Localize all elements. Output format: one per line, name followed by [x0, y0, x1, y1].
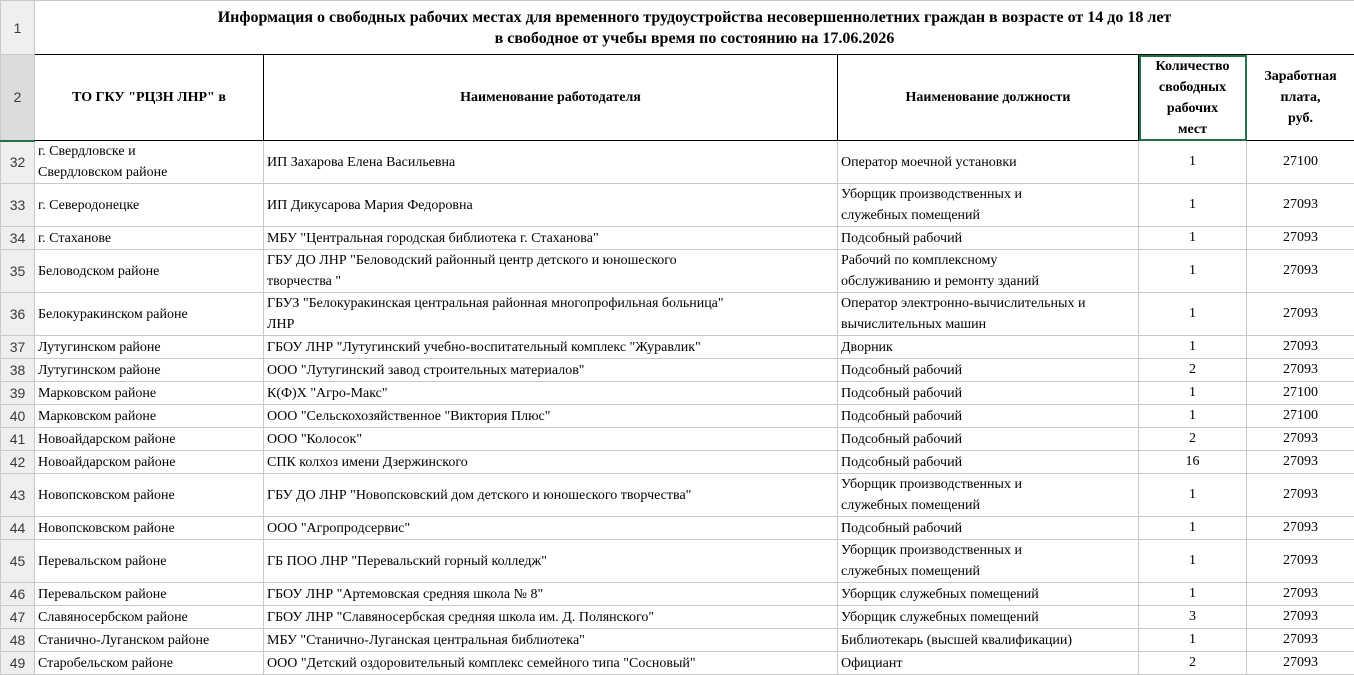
- position-cell[interactable]: [838, 652, 1139, 675]
- position-cell-line: Уборщик производственных и: [841, 184, 1135, 205]
- position-cell-line: служебных помещений: [841, 205, 1135, 226]
- office-cell[interactable]: [35, 336, 264, 359]
- position-cell-line: Подсобный рабочий: [841, 360, 1135, 381]
- table-row: [1, 293, 1354, 336]
- office-cell[interactable]: [35, 629, 264, 652]
- employer-cell[interactable]: [264, 250, 838, 293]
- table-row: [1, 250, 1354, 293]
- office-cell-line: Славяносербском районе: [38, 607, 260, 628]
- count-cell[interactable]: 1: [1139, 405, 1247, 428]
- employer-cell[interactable]: [264, 227, 838, 250]
- employer-cell[interactable]: [264, 293, 838, 336]
- count-cell[interactable]: 1: [1139, 293, 1247, 336]
- count-cell[interactable]: 3: [1139, 606, 1247, 629]
- row-header[interactable]: 2: [1, 55, 35, 141]
- row-header[interactable]: 35: [1, 250, 35, 293]
- employer-cell-line: ООО "Детский оздоровительный комплекс семейного типа "Сосновый": [267, 653, 834, 674]
- office-cell-line: Новоайдарском районе: [38, 452, 260, 473]
- count-cell[interactable]: 1: [1139, 517, 1247, 540]
- position-cell-line: Уборщик служебных помещений: [841, 584, 1135, 605]
- report-title-line2: в свободное от учебы время по состоянию на 17.06.2026: [38, 28, 1351, 49]
- position-cell[interactable]: [838, 184, 1139, 227]
- table-row: [1, 141, 1354, 184]
- salary-cell[interactable]: 27093: [1247, 451, 1354, 474]
- position-cell-line: Оператор моечной установки: [841, 152, 1135, 173]
- table-row: [1, 451, 1354, 474]
- office-cell-line: Станично-Луганском районе: [38, 630, 260, 651]
- employer-cell-line: ГБОУ ЛНР "Артемовская средняя школа № 8": [267, 584, 834, 605]
- count-cell[interactable]: 16: [1139, 451, 1247, 474]
- row-header[interactable]: 39: [1, 382, 35, 405]
- employer-cell[interactable]: [264, 652, 838, 675]
- employer-cell-line: СПК колхоз имени Дзержинского: [267, 452, 834, 473]
- salary-cell[interactable]: 27093: [1247, 250, 1354, 293]
- office-cell-line: Новопсковском районе: [38, 485, 260, 506]
- column-header-row: [1, 55, 1354, 141]
- table-row: [1, 474, 1354, 517]
- office-cell-line: Новопсковском районе: [38, 518, 260, 539]
- position-cell-line: Оператор электронно-вычислительных и: [841, 293, 1135, 314]
- count-cell[interactable]: 1: [1139, 583, 1247, 606]
- employer-cell-line: ООО "Агропродсервис": [267, 518, 834, 539]
- employer-cell-line: ЛНР: [267, 314, 834, 335]
- office-cell[interactable]: [35, 250, 264, 293]
- row-header[interactable]: 47: [1, 606, 35, 629]
- position-cell-line: Уборщик производственных и: [841, 474, 1135, 495]
- count-cell[interactable]: 2: [1139, 652, 1247, 675]
- header-count-line: Количество: [1142, 56, 1243, 77]
- office-cell[interactable]: [35, 652, 264, 675]
- employer-cell-line: ИП Дикусарова Мария Федоровна: [267, 195, 834, 216]
- count-cell[interactable]: 1: [1139, 141, 1247, 184]
- employer-cell[interactable]: [264, 359, 838, 382]
- header-salary-line: плата,: [1250, 87, 1351, 108]
- row-header[interactable]: 40: [1, 405, 35, 428]
- office-cell[interactable]: [35, 583, 264, 606]
- salary-cell[interactable]: 27093: [1247, 474, 1354, 517]
- employer-cell-line: ГБУ ДО ЛНР "Беловодский районный центр детского и юношеского: [267, 250, 834, 271]
- position-cell-line: служебных помещений: [841, 561, 1135, 582]
- count-cell[interactable]: 2: [1139, 428, 1247, 451]
- table-row: [1, 629, 1354, 652]
- employer-cell[interactable]: [264, 540, 838, 583]
- office-cell-line: Новоайдарском районе: [38, 429, 260, 450]
- count-cell[interactable]: 1: [1139, 540, 1247, 583]
- count-cell[interactable]: 1: [1139, 336, 1247, 359]
- header-count-line: свободных: [1142, 77, 1243, 98]
- header-salary-cell[interactable]: [1247, 55, 1354, 141]
- row-header[interactable]: 33: [1, 184, 35, 227]
- office-cell[interactable]: [35, 451, 264, 474]
- office-cell-line: г. Свердловске и: [38, 141, 260, 162]
- header-office-cell[interactable]: ТО ГКУ "РЦЗН ЛНР" в: [35, 55, 264, 141]
- office-cell[interactable]: [35, 359, 264, 382]
- office-cell-line: Старобельском районе: [38, 653, 260, 674]
- row-header[interactable]: 32: [1, 141, 35, 184]
- position-cell[interactable]: [838, 428, 1139, 451]
- position-cell[interactable]: [838, 250, 1139, 293]
- salary-cell[interactable]: 27093: [1247, 359, 1354, 382]
- report-title-line1: Информация о свободных рабочих местах для временного трудоустройства несовершеннолетних граждан в возрасте от 14 до 18 лет: [38, 7, 1351, 28]
- employer-cell-line: ГБУ ДО ЛНР "Новопсковский дом детского и юношеского творчества": [267, 485, 834, 506]
- row-header[interactable]: 41: [1, 428, 35, 451]
- position-cell-line: Подсобный рабочий: [841, 452, 1135, 473]
- employer-cell[interactable]: [264, 606, 838, 629]
- position-cell[interactable]: [838, 382, 1139, 405]
- position-cell[interactable]: [838, 517, 1139, 540]
- table-row: [1, 540, 1354, 583]
- position-cell-line: вычислительных машин: [841, 314, 1135, 335]
- count-cell[interactable]: 1: [1139, 250, 1247, 293]
- salary-cell[interactable]: 27093: [1247, 606, 1354, 629]
- office-cell-line: Лутугинском районе: [38, 337, 260, 358]
- count-cell[interactable]: 1: [1139, 382, 1247, 405]
- position-cell-line: Дворник: [841, 337, 1135, 358]
- table-row: [1, 184, 1354, 227]
- salary-cell[interactable]: 27093: [1247, 517, 1354, 540]
- office-cell-line: Белокуракинском районе: [38, 304, 260, 325]
- table-row: [1, 428, 1354, 451]
- position-cell-line: Подсобный рабочий: [841, 383, 1135, 404]
- position-cell-line: Библиотекарь (высшей квалификации): [841, 630, 1135, 651]
- office-cell[interactable]: [35, 428, 264, 451]
- position-cell-line: Уборщик производственных и: [841, 540, 1135, 561]
- title-row: [1, 1, 1354, 55]
- employer-cell-line: ООО "Колосок": [267, 429, 834, 450]
- position-cell-line: Подсобный рабочий: [841, 228, 1135, 249]
- count-cell[interactable]: 2: [1139, 359, 1247, 382]
- office-cell-line: Лутугинском районе: [38, 360, 260, 381]
- table-row: [1, 359, 1354, 382]
- count-cell[interactable]: 1: [1139, 227, 1247, 250]
- employer-cell[interactable]: [264, 583, 838, 606]
- position-cell[interactable]: [838, 359, 1139, 382]
- table-row: [1, 652, 1354, 675]
- position-cell-line: Уборщик служебных помещений: [841, 607, 1135, 628]
- employer-cell-line: К(Ф)Х "Агро-Макс": [267, 383, 834, 404]
- employer-cell[interactable]: [264, 517, 838, 540]
- header-salary-line: руб.: [1250, 108, 1351, 129]
- salary-cell[interactable]: 27093: [1247, 629, 1354, 652]
- employer-cell-line: ГБОУ ЛНР "Лутугинский учебно-воспитательный комплекс "Журавлик": [267, 337, 834, 358]
- row-header[interactable]: 42: [1, 451, 35, 474]
- office-cell-line: Беловодском районе: [38, 261, 260, 282]
- position-cell[interactable]: [838, 405, 1139, 428]
- header-salary-line: Заработная: [1250, 66, 1351, 87]
- row-header[interactable]: 49: [1, 652, 35, 675]
- salary-cell[interactable]: 27100: [1247, 382, 1354, 405]
- table-row: [1, 405, 1354, 428]
- employer-cell-line: творчества ": [267, 271, 834, 292]
- row-header[interactable]: 45: [1, 540, 35, 583]
- employer-cell[interactable]: [264, 184, 838, 227]
- position-cell[interactable]: [838, 336, 1139, 359]
- row-header[interactable]: 48: [1, 629, 35, 652]
- header-employer-cell[interactable]: Наименование работодателя: [264, 55, 838, 141]
- office-cell[interactable]: [35, 227, 264, 250]
- position-cell[interactable]: [838, 583, 1139, 606]
- office-cell[interactable]: [35, 382, 264, 405]
- employer-cell[interactable]: [264, 141, 838, 184]
- employer-cell-line: ООО "Лутугинский завод строительных материалов": [267, 360, 834, 381]
- position-cell-line: Подсобный рабочий: [841, 429, 1135, 450]
- count-cell[interactable]: 1: [1139, 629, 1247, 652]
- employer-cell-line: ООО "Сельскохозяйственное "Виктория Плюс": [267, 406, 834, 427]
- row-header[interactable]: 36: [1, 293, 35, 336]
- employer-cell-line: ГБУЗ "Белокуракинская центральная районная многопрофильная больница": [267, 293, 834, 314]
- report-title-cell[interactable]: [35, 1, 1354, 55]
- salary-cell[interactable]: 27093: [1247, 227, 1354, 250]
- office-cell[interactable]: [35, 474, 264, 517]
- row-header[interactable]: 38: [1, 359, 35, 382]
- position-cell-line: служебных помещений: [841, 495, 1135, 516]
- salary-cell[interactable]: 27093: [1247, 652, 1354, 675]
- employer-cell-line: ИП Захарова Елена Васильевна: [267, 152, 834, 173]
- salary-cell[interactable]: 27093: [1247, 540, 1354, 583]
- employer-cell[interactable]: [264, 451, 838, 474]
- count-cell[interactable]: 1: [1139, 184, 1247, 227]
- employer-cell-line: ГБОУ ЛНР "Славяносербская средняя школа им. Д. Полянского": [267, 607, 834, 628]
- salary-cell[interactable]: 27093: [1247, 583, 1354, 606]
- position-cell-line: Подсобный рабочий: [841, 406, 1135, 427]
- position-cell[interactable]: [838, 606, 1139, 629]
- position-cell[interactable]: [838, 227, 1139, 250]
- header-count-cell[interactable]: [1139, 55, 1247, 141]
- header-count-line: мест: [1142, 119, 1243, 140]
- salary-cell[interactable]: 27093: [1247, 184, 1354, 227]
- office-cell[interactable]: [35, 184, 264, 227]
- employer-cell-line: ГБ ПОО ЛНР "Перевальский горный колледж": [267, 551, 834, 572]
- office-cell[interactable]: [35, 517, 264, 540]
- employer-cell[interactable]: [264, 405, 838, 428]
- employer-cell[interactable]: [264, 474, 838, 517]
- row-header[interactable]: 46: [1, 583, 35, 606]
- office-cell[interactable]: [35, 540, 264, 583]
- table-row: [1, 583, 1354, 606]
- row-header[interactable]: 34: [1, 227, 35, 250]
- office-cell[interactable]: [35, 405, 264, 428]
- table-row: [1, 336, 1354, 359]
- table-row: [1, 227, 1354, 250]
- office-cell-line: г. Северодонецке: [38, 195, 260, 216]
- office-cell[interactable]: [35, 293, 264, 336]
- position-cell-line: Подсобный рабочий: [841, 518, 1135, 539]
- salary-cell[interactable]: 27093: [1247, 428, 1354, 451]
- office-cell-line: Перевальском районе: [38, 551, 260, 572]
- employer-cell[interactable]: [264, 336, 838, 359]
- employer-cell-line: МБУ "Станично-Луганская центральная библиотека": [267, 630, 834, 651]
- table-row: [1, 382, 1354, 405]
- employer-cell[interactable]: [264, 382, 838, 405]
- employer-cell[interactable]: [264, 629, 838, 652]
- office-cell[interactable]: [35, 606, 264, 629]
- office-cell-line: Марковском районе: [38, 383, 260, 404]
- position-cell[interactable]: [838, 293, 1139, 336]
- row-header[interactable]: 44: [1, 517, 35, 540]
- position-cell[interactable]: [838, 474, 1139, 517]
- office-cell[interactable]: [35, 141, 264, 184]
- position-cell[interactable]: [838, 141, 1139, 184]
- employer-cell-line: МБУ "Центральная городская библиотека г. Стаханова": [267, 228, 834, 249]
- office-cell-line: Свердловском районе: [38, 162, 260, 183]
- salary-cell[interactable]: 27093: [1247, 293, 1354, 336]
- position-cell-line: Рабочий по комплексному: [841, 250, 1135, 271]
- office-cell-line: Перевальском районе: [38, 584, 260, 605]
- count-cell[interactable]: 1: [1139, 474, 1247, 517]
- row-header[interactable]: 1: [1, 1, 35, 55]
- office-cell-line: Марковском районе: [38, 406, 260, 427]
- position-cell-line: Официант: [841, 653, 1135, 674]
- salary-cell[interactable]: 27093: [1247, 336, 1354, 359]
- position-cell[interactable]: [838, 451, 1139, 474]
- table-row: [1, 517, 1354, 540]
- position-cell-line: обслуживанию и ремонту зданий: [841, 271, 1135, 292]
- position-cell[interactable]: [838, 629, 1139, 652]
- table-row: [1, 606, 1354, 629]
- salary-cell[interactable]: 27100: [1247, 141, 1354, 184]
- header-position-cell[interactable]: Наименование должности: [838, 55, 1139, 141]
- row-header[interactable]: 37: [1, 336, 35, 359]
- position-cell[interactable]: [838, 540, 1139, 583]
- salary-cell[interactable]: 27100: [1247, 405, 1354, 428]
- office-cell-line: г. Стаханове: [38, 228, 260, 249]
- header-count-line: рабочих: [1142, 98, 1243, 119]
- employer-cell[interactable]: [264, 428, 838, 451]
- row-header[interactable]: 43: [1, 474, 35, 517]
